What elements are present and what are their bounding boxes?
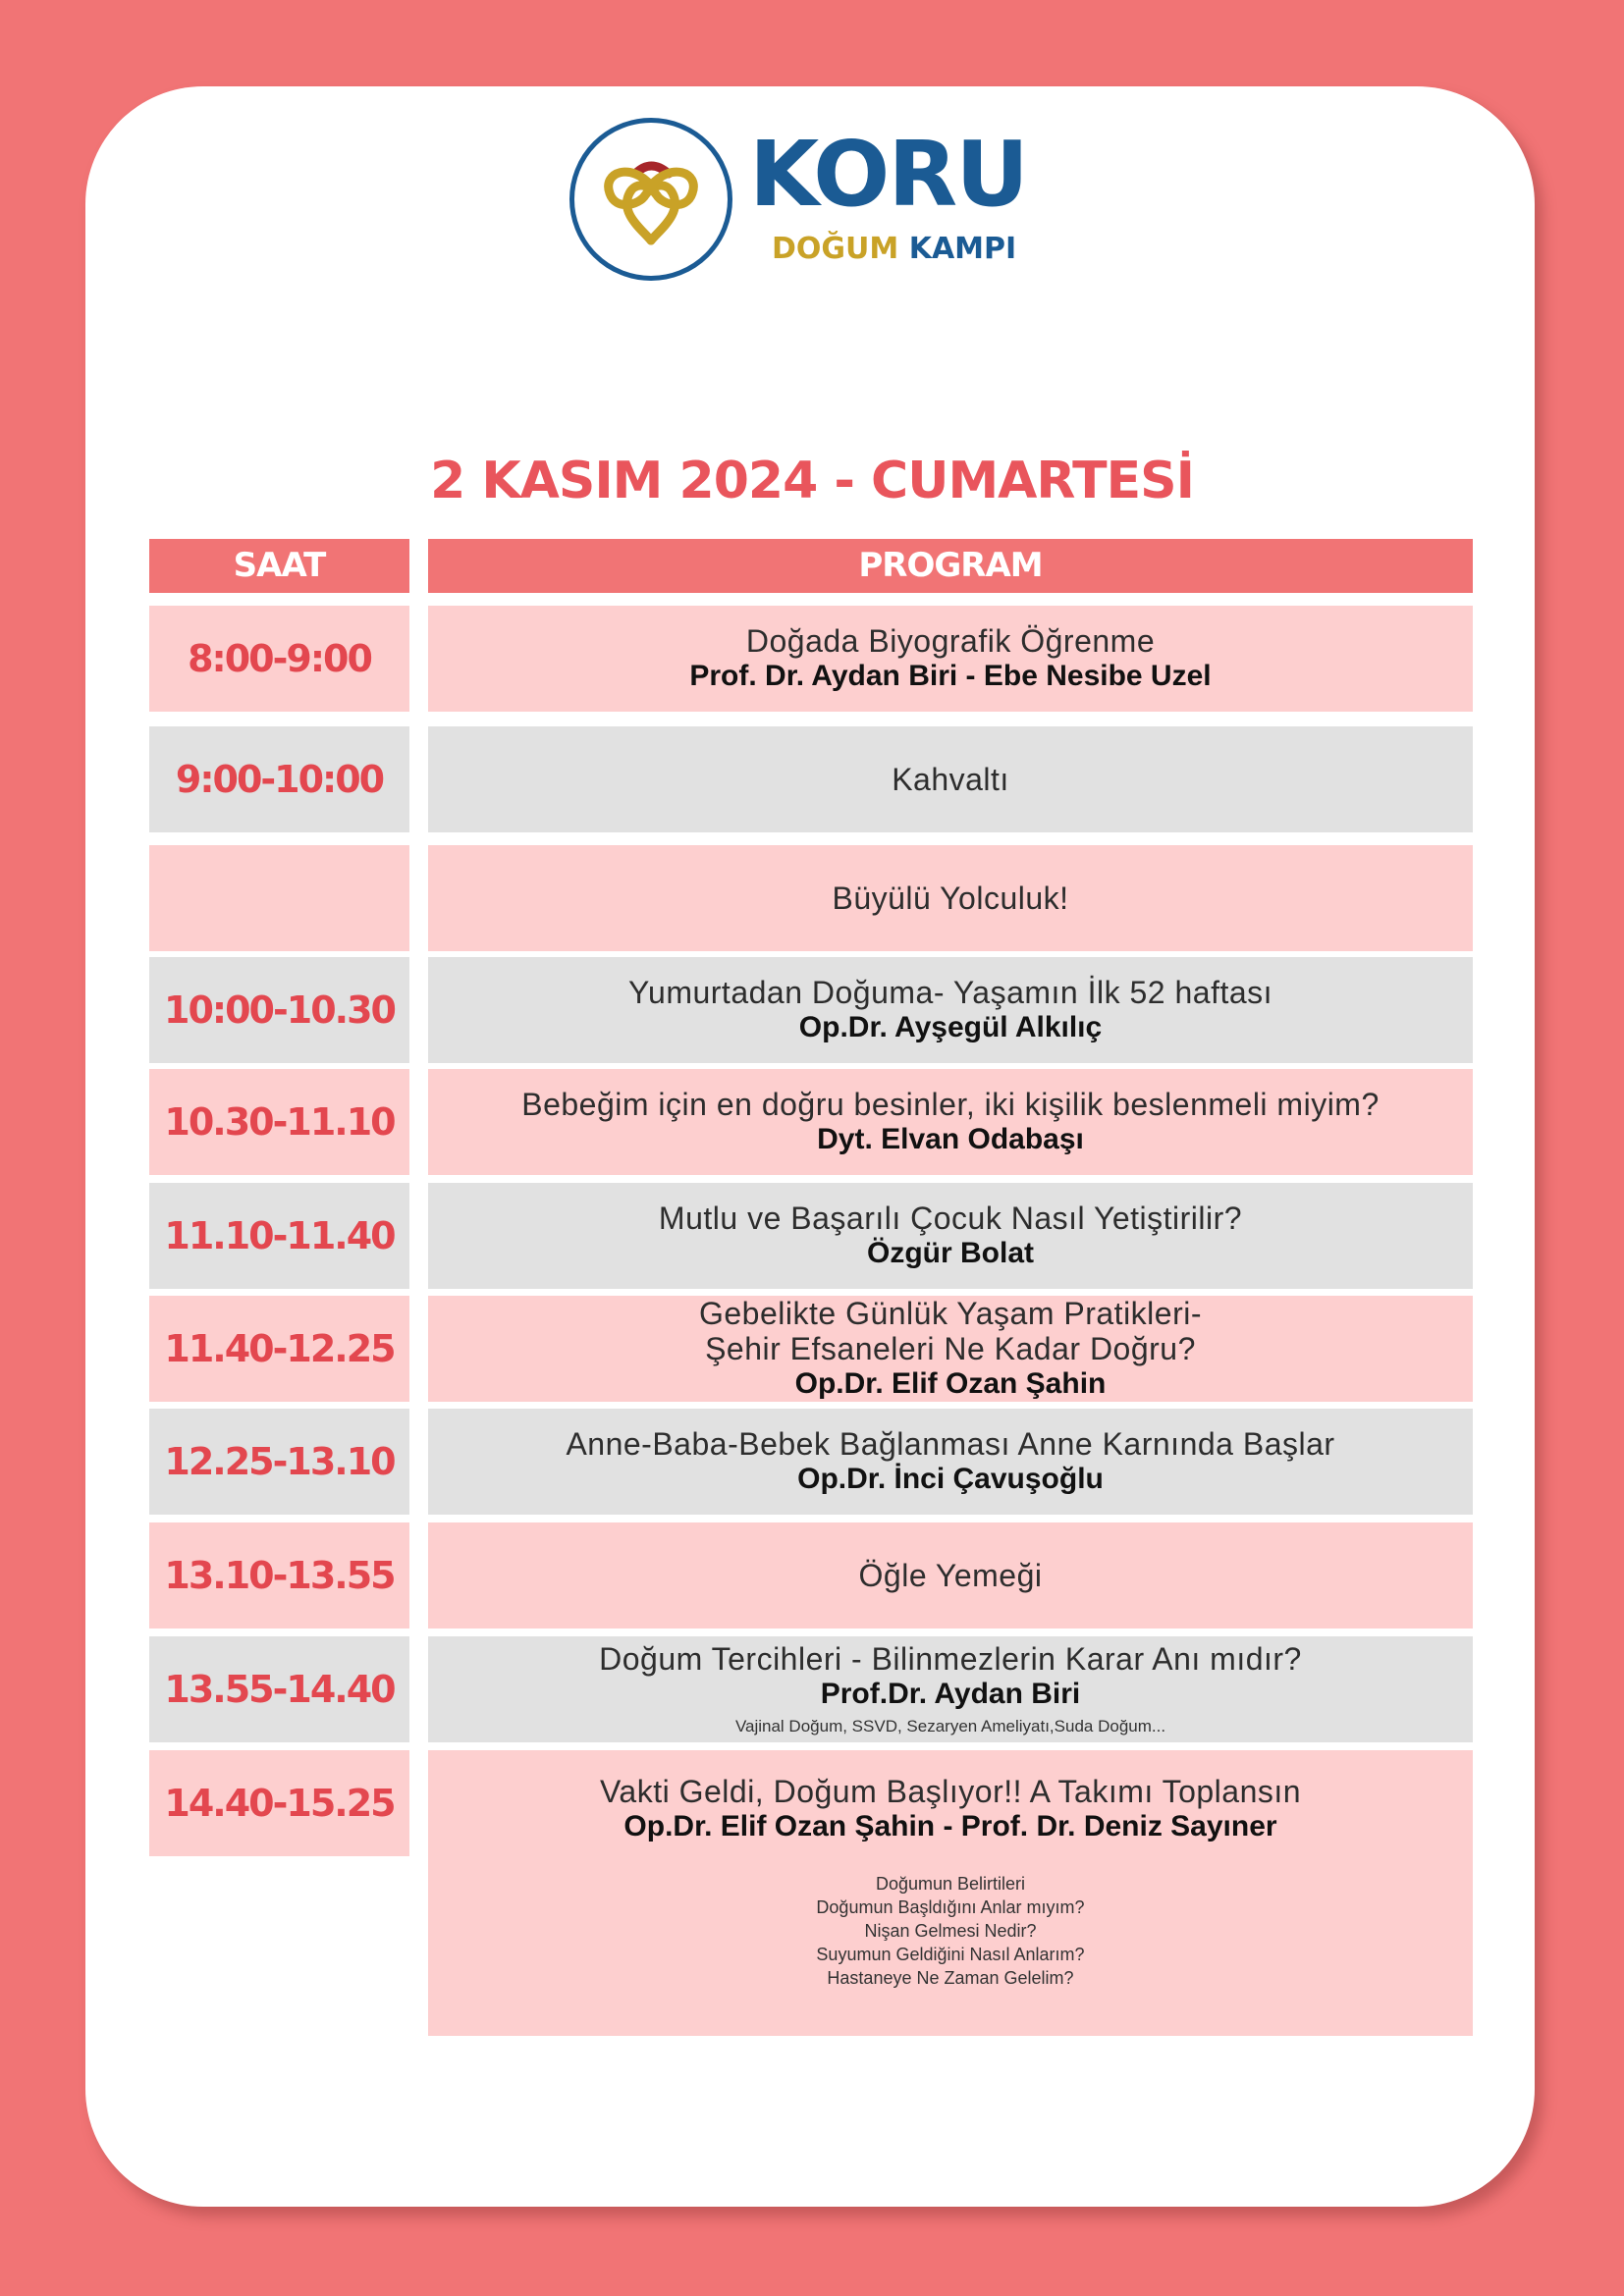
session-speaker: Op.Dr. İnci Çavuşoğlu xyxy=(797,1463,1104,1495)
session-topic-item: Doğumun Belirtileri xyxy=(875,1874,1026,1894)
session-topic-item: Nişan Gelmesi Nedir? xyxy=(864,1921,1037,1941)
session-speaker: Op.Dr. Elif Ozan Şahin - Prof. Dr. Deniz Sayıner xyxy=(623,1810,1277,1842)
program-cell xyxy=(428,1296,1473,1402)
time-cell: 8:00-9:00 xyxy=(149,606,409,712)
logo-emblem-icon xyxy=(569,118,732,281)
brand-subtitle: DOĞUM KAMPI xyxy=(772,232,1017,266)
time-cell: 11.40-12.25 xyxy=(149,1296,409,1402)
time-cell: 9:00-10:00 xyxy=(149,726,409,832)
time-cell: 10.30-11.10 xyxy=(149,1069,409,1175)
session-speaker: Prof. Dr. Aydan Biri - Ebe Nesibe Uzel xyxy=(689,660,1212,692)
time-cell: 13.55-14.40 xyxy=(149,1636,409,1742)
session-title: Öğle Yemeği xyxy=(858,1558,1043,1593)
session-title: Gebelikte Günlük Yaşam Pratikleri- Şehir Efsaneleri Ne Kadar Doğru? xyxy=(698,1296,1202,1366)
session-title: Vakti Geldi, Doğum Başlıyor!! A Takımı Toplansın xyxy=(599,1774,1302,1809)
program-cell xyxy=(428,1636,1473,1742)
session-speaker: Op.Dr. Elif Ozan Şahin xyxy=(794,1367,1107,1400)
program-cell xyxy=(428,957,1473,1063)
program-cell xyxy=(428,1409,1473,1515)
time-cell: 10:00-10.30 xyxy=(149,957,409,1063)
program-cell xyxy=(428,845,1473,951)
session-title: Doğum Tercihleri - Bilinmezlerin Karar Anı mıdır? xyxy=(599,1641,1302,1677)
time-cell: 13.10-13.55 xyxy=(149,1522,409,1629)
program-cell xyxy=(428,1522,1473,1629)
session-title: Yumurtadan Doğuma- Yaşamın İlk 52 haftası xyxy=(627,975,1273,1010)
program-cell xyxy=(428,606,1473,712)
session-title: Mutlu ve Başarılı Çocuk Nasıl Yetiştirilir? xyxy=(658,1201,1243,1236)
program-cell xyxy=(428,1183,1473,1289)
session-title: Büyülü Yolculuk! xyxy=(832,881,1069,916)
time-cell xyxy=(149,845,409,951)
session-note: Vajinal Doğum, SSVD, Sezaryen Ameliyatı,Suda Doğum... xyxy=(734,1717,1166,1735)
program-cell xyxy=(428,726,1473,832)
session-title: Bebeğim için en doğru besinler, iki kişilik beslenmeli miyim? xyxy=(521,1087,1380,1122)
session-speaker: Dyt. Elvan Odabaşı xyxy=(817,1123,1084,1155)
page-title: 2 KASIM 2024 - CUMARTESİ xyxy=(430,452,1194,510)
program-cell xyxy=(428,1750,1473,2036)
session-speaker: Op.Dr. Ayşegül Alkılıç xyxy=(798,1011,1103,1043)
session-topic-item: Hastaneye Ne Zaman Gelelim? xyxy=(827,1968,1074,1988)
session-topics xyxy=(816,1872,1084,1990)
program-cell xyxy=(428,1069,1473,1175)
time-cell: 11.10-11.40 xyxy=(149,1183,409,1289)
column-header-program: PROGRAM xyxy=(428,539,1473,593)
session-title: Doğada Biyografik Öğrenme xyxy=(745,623,1156,659)
session-speaker: Prof.Dr. Aydan Biri xyxy=(820,1678,1081,1710)
brand-name: KORU xyxy=(749,122,1027,227)
session-topic-item: Suyumun Geldiğini Nasıl Anlarım? xyxy=(816,1945,1085,1964)
logo xyxy=(569,118,1060,304)
column-header-time: SAAT xyxy=(149,539,409,593)
session-title: Kahvaltı xyxy=(892,762,1009,797)
session-speaker: Özgür Bolat xyxy=(867,1237,1034,1269)
session-title: Anne-Baba-Bebek Bağlanması Anne Karnında Başlar xyxy=(566,1426,1335,1462)
session-topic-item: Doğumun Başldığını Anlar mıyım? xyxy=(816,1897,1085,1917)
time-cell: 14.40-15.25 xyxy=(149,1750,409,1856)
time-cell: 12.25-13.10 xyxy=(149,1409,409,1515)
